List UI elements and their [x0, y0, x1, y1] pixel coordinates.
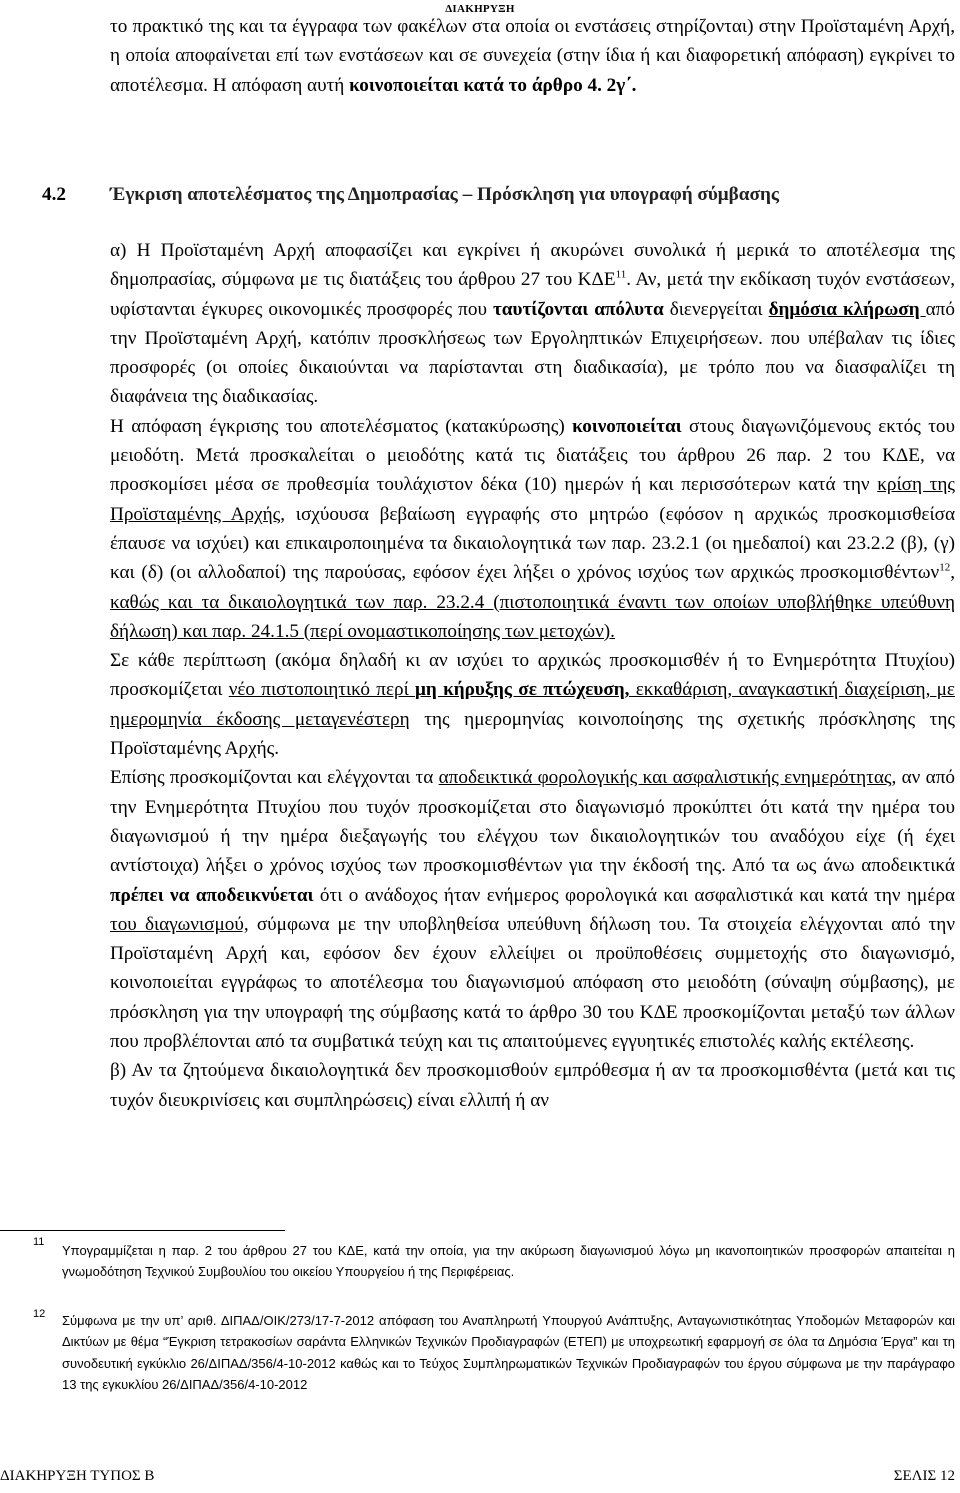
- body-text: της ημερομηνίας κοινοποίησης της σχετικής πρόσκλησης της Προϊσταμένης Αρχής.: [110, 708, 955, 760]
- section-title: Έγκριση αποτελέσματος της Δημοπρασίας – Πρόσκληση για υπογραφή σύμβασης: [110, 184, 779, 205]
- body-text: ,: [950, 562, 955, 584]
- footer-page-number: ΣΕΛΙΣ 12: [893, 1468, 955, 1484]
- body-underline-text: του διαγωνισμού,: [110, 913, 249, 935]
- intro-text: το πρακτικό της και τα έγγραφα των φακέλων στα οποία οι ενστάσεις στηρίζονται) στην Προϊσταμένη Αρχή, η οποία αποφαίνεται επί των ενστάσεων και σε συνεχεία (στην ίδια ή και διαφορετική απόφαση) εγκρίνει το αποτέλεσμα. Η απόφαση αυτή: [110, 16, 955, 96]
- footnote-ref-11[interactable]: 11: [615, 268, 627, 281]
- body-text: , ισχύουσα βεβαίωση εγγραφής στο μητρώο (εφόσον η αρχικώς προσκομισθείσα έπαυσε να ισχύει) και επικαιροποιημένα τα δικαιολογητικά των παρ. 23.2.1 (οι ημεδαποί) και 23.2.2 (β), (γ) και (δ) (οι αλλοδαποί) της παρούσας, εφόσον έχει λήξει ο χρόνος ισχύος των αρχικώς προσκομισθέντων: [110, 503, 955, 584]
- body-text: διενεργείται: [663, 298, 769, 320]
- body-text: Σε κάθε περίπτωση (ακόμα δηλαδή κι αν ισχύει το αρχικώς προσκομισθέν ή το Ενημερότητα Πτυχίου) προσκομίζεται: [110, 650, 955, 701]
- body-bold-underline-text: μη κήρυξης σε πτώχευση,: [415, 679, 630, 701]
- footnote-separator: [0, 1230, 285, 1231]
- body-underline-text: νέο πιστοποιητικό περί: [228, 679, 416, 701]
- footnote-12: Σύμφωνα με την υπ’ αριθ. ΔΙΠΑΔ/ΟΙΚ/273/17-7-2012 απόφαση του Αναπληρωτή Υπουργού Ανάπτυξης, Ανταγωνιστικότητας Υποδομών Μεταφορών και Δικτύων με θέμα “Έγκριση τετρακοσίων σαράντα Ελληνικών Τεχνικών Προδιαγραφών (ΕΤΕΠ) με υποχρεωτική εφαρμογή σε όλα τα Δημόσια Έργα” και τη συνοδευτική εγκύκλιο 26/ΔΙΠΑΔ/356/4-10-2012 καθώς και το Τεύχος Συμπληρωματικών Τεχνικών Προδιαγραφών του έργου σύμφωνα με την παράγραφο 13 της εγκυκλίου 26/ΔΙΠΑΔ/356/4-10-2012: [62, 1313, 955, 1393]
- body-text: από την Προϊσταμένη Αρχή, κατόπιν προσκλήσεως των Εργοληπτικών Επιχειρήσεων. που υπέβαλαν τις ίδιες προσφορές (οι οποίες δικαιούνται να παρίστανται στη διαδικασία), με τρόπο που να διασφαλίζει τη διαφάνεια της διαδικασίας.: [110, 298, 955, 408]
- footnote-ref-12[interactable]: 12: [939, 561, 951, 574]
- body-bold-text: κοινοποιείται: [572, 415, 682, 437]
- footnote-number-11: 11: [33, 1236, 45, 1248]
- body-text: ότι ο ανάδοχος ήταν ενήμερος φορολογικά και ασφαλιστικά και κατά την ημέρα: [313, 884, 955, 906]
- body-text: σύμφωνα με την υποβληθείσα υπεύθυνη δήλωση του. Τα στοιχεία ελέγχονται από την Προϊσταμένη Αρχή και, εφόσον δεν έχουν ελλείψει οι προϋποθέσεις συμμετοχής στο διαγωνισμό, κοινοποιείται εγγράφως το αποτέλεσμα του διαγωνισμού απόφαση στο μειοδότη (σύναψη σύμβασης), με πρόσκληση για την υπογραφή της σύμβασης κατά το άρθρο 30 του ΚΔΕ προσκομίζονται μεταξύ των άλλων που προβλέπονται από τα συμβατικά τεύχη και τις απαιτούμενες εγγυητικές επιστολές καλής εκτέλεσης.: [110, 913, 955, 1053]
- footnote-11: Υπογραμμίζεται η παρ. 2 του άρθρου 27 του ΚΔΕ, κατά την οποία, για την ακύρωση διαγωνισμού λόγω μη ικανοποιητικών προσφορών απαιτείται η γνωμοδότηση Τεχνικού Συμβουλίου του οικείου Υπουργείου ή της Περιφέρειας.: [62, 1243, 955, 1280]
- page-header: ΔΙΑΚΗΡΥΞΗ: [445, 3, 515, 15]
- body-bold-underline-text: δημόσια κλήρωση: [768, 298, 926, 320]
- body-text: Επίσης προσκομίζονται και ελέγχονται τα: [110, 767, 439, 789]
- footer-document-type: ΔΙΑΚΗΡΥΞΗ ΤΥΠΟΣ Β: [0, 1468, 155, 1484]
- footnote-number-12: 12: [33, 1308, 46, 1320]
- body-underline-text: εκκαθάριση, αναγκαστική διαχείριση, με ημερομηνία έκδοσης μεταγενέστερη: [110, 679, 955, 730]
- section-body: [110, 236, 955, 1115]
- body-bold-text: ταυτίζονται απόλυτα: [492, 298, 664, 320]
- body-text: , αν από την Ενημερότητα Πτυχίου που τυχόν προσκομίζεται στο διαγωνισμό προκύπτει ότι κατά την ημέρα του διαγωνισμού ή την ημέρα διεξαγωγής του ελέγχου των δικαιολογητικών του αναδόχου είχε (ή έχει αντίστοιχα) λήξει ο χρόνος ισχύος των προσκομισθέντων για την έκδοσή της. Από τα ως άνω αποδεικτικά: [110, 767, 955, 877]
- section-heading: [42, 184, 952, 206]
- body-underline-text: αποδεικτικά φορολογικής και ασφαλιστικής ενημερότητας: [438, 767, 892, 789]
- intro-paragraph: [110, 12, 955, 100]
- body-underline-text: κρίση της Προϊσταμένης Αρχής: [110, 474, 955, 525]
- body-text: στους διαγωνιζόμενους εκτός του μειοδότη. Μετά προσκαλείται ο μειοδότης κατά τις διατάξεις του άρθρου 26 παρ. 2 του ΚΔΕ, να προσκομίσει μέσα σε προθεσμία τουλάχιστον δέκα (10) ημερών ή και περισσότερων κατά την: [110, 415, 955, 496]
- body-text: . Αν, μετά την εκδίκαση τυχόν ενστάσεων, υφίστανται έγκυρες οικονομικές προσφορές που: [110, 269, 955, 320]
- body-text: β) Αν τα ζητούμενα δικαιολογητικά δεν προσκομισθούν εμπρόθεσμα ή αν τα προσκομισθέντα (μετά και τις τυχόν διευκρινίσεις και συμπληρώσεις) είναι ελλιπή ή αν: [110, 1060, 955, 1111]
- section-number: 4.2: [42, 184, 66, 205]
- intro-bold-text: κοινοποιείται κατά το άρθρο 4. 2γ΄.: [349, 74, 637, 96]
- body-bold-text: πρέπει να αποδεικνύεται: [110, 884, 314, 906]
- body-text: Η απόφαση έγκρισης του αποτελέσματος (κατακύρωσης): [110, 415, 573, 437]
- body-text: α) Η Προϊσταμένη Αρχή αποφασίζει και εγκρίνει ή ακυρώνει συνολικά ή μερικά το αποτέλεσμα της δημοπρασίας, σύμφωνα με τις διατάξεις του άρθρου 27 του ΚΔΕ: [110, 240, 955, 291]
- body-underline-text: καθώς και τα δικαιολογητικά των παρ. 23.2.4 (πιστοποιητικά έναντι των οποίων υποβλήθηκε υπεύθυνη δήλωση) και παρ. 24.1.5 (περί ονομαστικοποίησης των μετοχών).: [110, 591, 955, 642]
